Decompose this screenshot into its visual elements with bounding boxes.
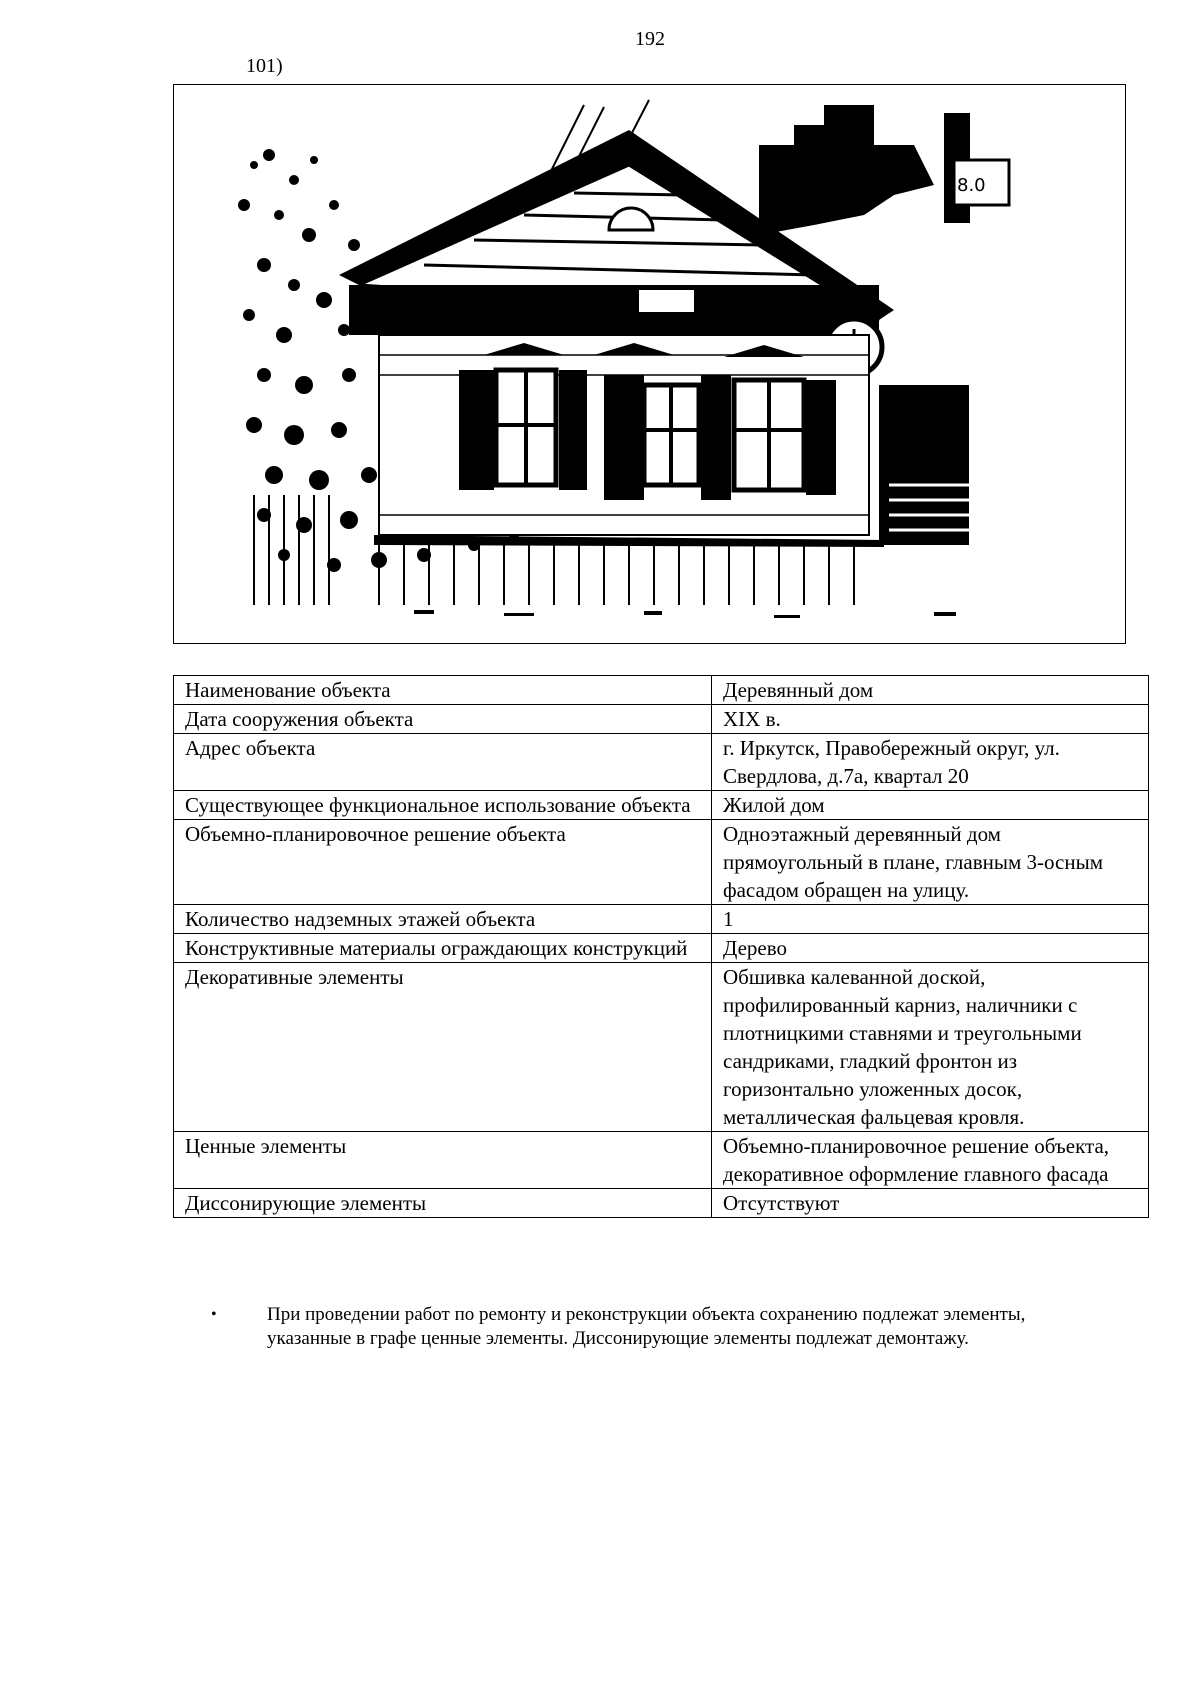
plinth-shadow (374, 535, 884, 547)
foreground-debris (414, 610, 956, 618)
row-label: Наименование объекта (174, 676, 712, 705)
table-row (174, 905, 1149, 934)
porch (879, 385, 969, 545)
neighbour-building (759, 105, 934, 235)
row-value: Объемно-планировочное решение объекта, декоративное оформление главного фасада (712, 1132, 1149, 1189)
table-row (174, 963, 1149, 1132)
row-label: Количество надземных этажей объекта (174, 905, 712, 934)
bullet-icon: • (211, 1306, 217, 1323)
table-row (174, 791, 1149, 820)
row-label: Существующее функциональное использование объекта (174, 791, 712, 820)
table-row (174, 820, 1149, 905)
row-label: Адрес объекта (174, 734, 712, 791)
wooden-house-photo-image (174, 85, 1124, 642)
row-value: 1 (712, 905, 1149, 934)
preservation-note (211, 1303, 1091, 1351)
row-label: Конструктивные материалы ограждающих конструкций (174, 934, 712, 963)
item-number: 101) (246, 55, 283, 77)
row-label: Диссонирующие элементы (174, 1189, 712, 1218)
row-label: Объемно-планировочное решение объекта (174, 820, 712, 905)
row-label: Ценные элементы (174, 1132, 712, 1189)
row-value: Одноэтажный деревянный дом прямоугольный в плане, главным 3-осным фасадом обращен на улицу. (712, 820, 1149, 905)
table-row (174, 1132, 1149, 1189)
object-info-table (173, 675, 1149, 1218)
table-row (174, 705, 1149, 734)
row-value: Дерево (712, 934, 1149, 963)
table-row (174, 934, 1149, 963)
table-row (174, 676, 1149, 705)
table-row (174, 1189, 1149, 1218)
row-value: Деревянный дом (712, 676, 1149, 705)
row-value: Отсутствуют (712, 1189, 1149, 1218)
row-label: Дата сооружения объекта (174, 705, 712, 734)
row-value: Жилой дом (712, 791, 1149, 820)
row-value: г. Иркутск, Правобережный округ, ул. Свердлова, д.7а, квартал 20 (712, 734, 1149, 791)
row-value: Обшивка калеванной доской, профилированный карниз, наличники с плотницкими ставнями и треугольными сандриками, гладкий фронтон из горизонтально уложенных досок, металлическая фальцевая кровля. (712, 963, 1149, 1132)
house-number-plate (639, 290, 694, 312)
row-value: XIX в. (712, 705, 1149, 734)
note-text: При проведении работ по ремонту и реконструкции объекта сохранению подлежат элементы, указанные в графе ценные элементы. Диссонирующие элементы подлежат демонтажу. (267, 1304, 1026, 1349)
road-sign (944, 113, 1009, 223)
page-number: 192 (635, 28, 665, 50)
building-photo (173, 84, 1126, 644)
row-label: Декоративные элементы (174, 963, 712, 1132)
cornice (349, 285, 879, 335)
road-sign-text: 8.0 (957, 175, 986, 196)
table-row (174, 734, 1149, 791)
